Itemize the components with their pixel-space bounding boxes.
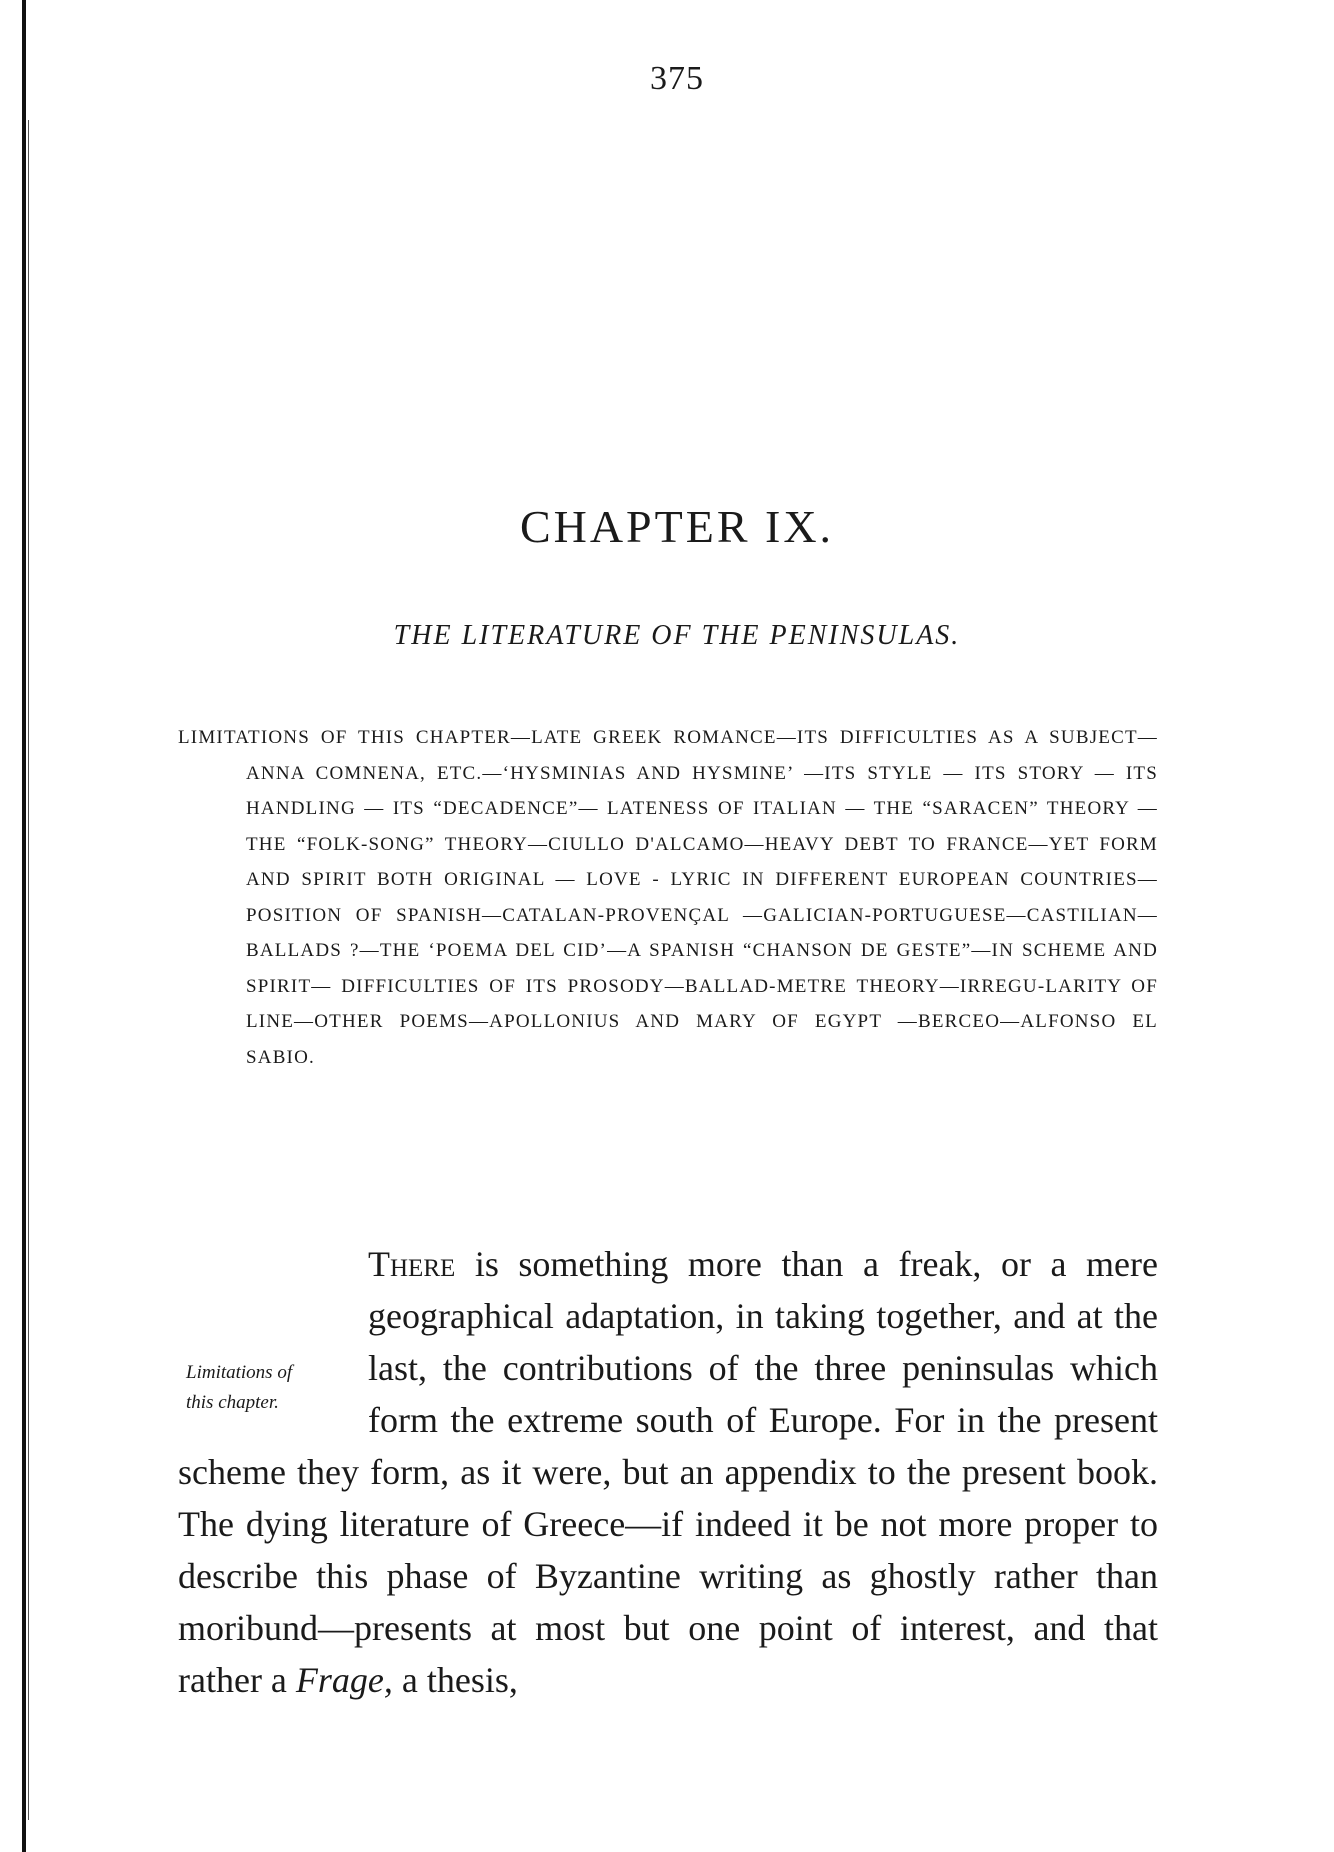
marginal-note-line-2: this chapter. bbox=[186, 1392, 279, 1413]
chapter-subtitle: THE LITERATURE OF THE PENINSULAS. bbox=[393, 620, 961, 651]
marginal-note-space bbox=[178, 1342, 368, 1442]
italic-term: Frage, bbox=[295, 1660, 393, 1700]
opening-word: There bbox=[368, 1244, 456, 1284]
body-text-end: a thesis, bbox=[392, 1660, 518, 1700]
body-text-main: is something more than a freak, or a mere geographical adaptation, in taking together, and at the last, the contributions of the three peninsulas which form the extreme south of Europe. For in the present scheme they form, as it were, but an appendix to the present book. The dying literature of Greece—if indeed it be not more proper to describe this phase of Byzantine writing as ghostly rather than moribund—presents at most but one point of interest, and that rather a bbox=[178, 1244, 1158, 1700]
marginal-note-line-1: Limitations of bbox=[186, 1362, 293, 1383]
body-paragraph bbox=[178, 1238, 1158, 1706]
chapter-title: CHAPTER IX. bbox=[519, 501, 835, 552]
binding-edge bbox=[22, 0, 26, 1852]
page-number: 375 bbox=[650, 60, 704, 97]
binding-edge-shadow bbox=[28, 120, 29, 1820]
chapter-synopsis: LIMITATIONS OF THIS CHAPTER—LATE GREEK ROMANCE—ITS DIFFICULTIES AS A SUBJECT—ANNA COMNENA, ETC.—‘HYSMINIAS AND HYSMINE’ —ITS STYLE — ITS STORY — ITS HANDLING — ITS “DECADENCE”— LATENESS OF ITALIAN — THE “SARACEN” THEORY — THE “FOLK-SONG” THEORY—CIULLO D'ALCAMO—HEAVY DEBT TO FRANCE—YET FORM AND SPIRIT BOTH ORIGINAL — LOVE - LYRIC IN DIFFERENT EUROPEAN COUNTRIES—POSITION OF SPANISH—CATALAN-PROVENÇAL —GALICIAN-PORTUGUESE—CASTILIAN—BALLADS ?—THE ‘POEMA DEL CID’—A SPANISH “CHANSON DE GESTE”—IN SCHEME AND SPIRIT— DIFFICULTIES OF ITS PROSODY—BALLAD-METRE THEORY—IRREGU-LARITY OF LINE—OTHER POEMS—APOLLONIUS AND MARY OF EGYPT —BERCEO—ALFONSO EL SABIO. bbox=[178, 727, 1158, 1068]
